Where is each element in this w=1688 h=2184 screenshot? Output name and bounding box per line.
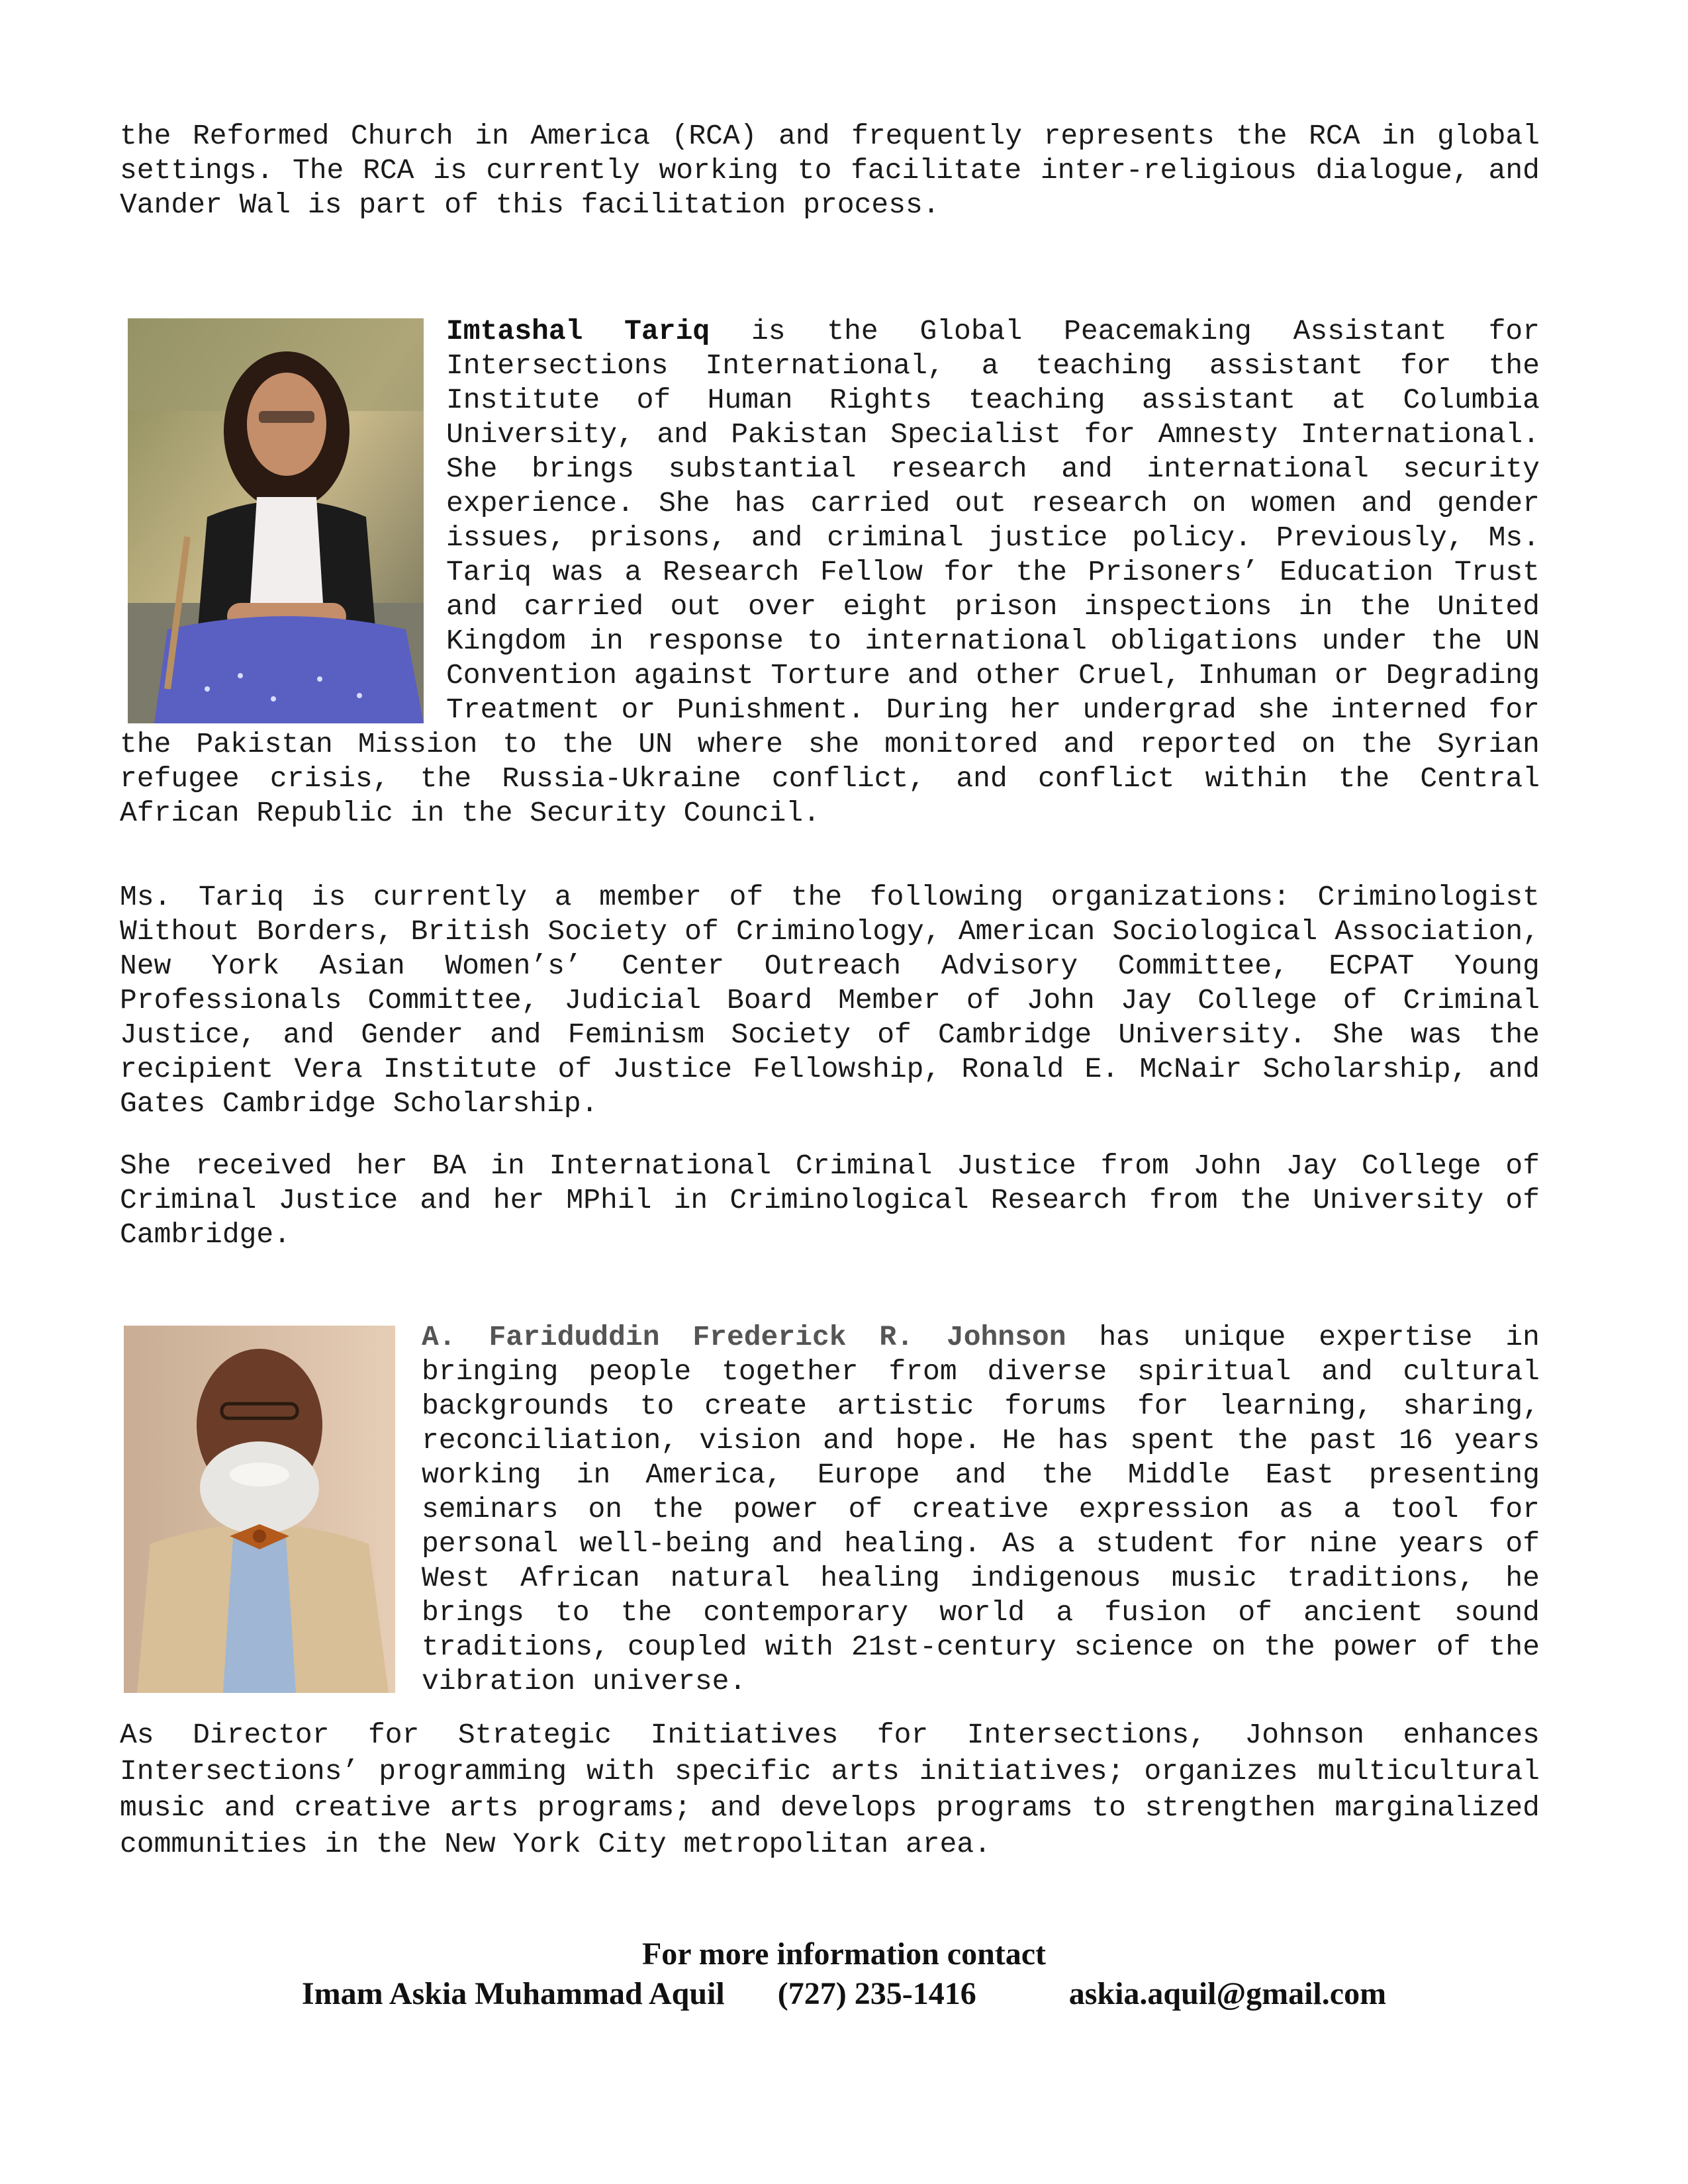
johnson-photo (124, 1326, 395, 1693)
contact-phone[interactable]: (727) 235-1416 (777, 1976, 976, 2011)
tariq-bio-text: is the Global Peacemaking Assistant for Intersections International, a teaching assistant for the Institute of Human Rights teaching assistant at Columbia University, and Pakistan Specialist for Amnesty International. She brings substantial research and international security experience. She has carried out research on women and gender issues, prisons, and criminal justice policy. Previously, Ms. Tariq was a Research Fellow for the Prisoners’ Education Trust and carried out over eight prison inspections in the United Kingdom in response to international obligations under the UN Convention against Torture and other Cruel, Inhuman or Degrading Treatment or Punishment. During her undergrad she interned for the Pakistan Mission to the UN where she monitored and reported on the Syrian refugee crisis, the Russia-Ukraine conflict, and conflict within the Central African Republic in the Security Council. (120, 315, 1540, 829)
johnson-bio-section (120, 1320, 1540, 1699)
tariq-bio-section (120, 314, 1540, 831)
contact-email[interactable]: askia.aquil@gmail.com (1068, 1976, 1387, 2011)
tariq-photo (128, 318, 424, 723)
johnson-director: As Director for Strategic Initiatives for Intersections, Johnson enhances Intersections’ programming with specific arts initiatives; organizes multicultural music and creative arts programs; and develops programs to strengthen marginalized communities in the New York City metropolitan area. (120, 1719, 1540, 1860)
johnson-name: A. Fariduddin Frederick R. Johnson (422, 1321, 1066, 1353)
contact-name: Imam Askia Muhammad Aquil (301, 1976, 725, 2011)
intro-paragraph: the Reformed Church in America (RCA) and frequently represents the RCA in global settings. The RCA is currently working to facilitate inter-religious dialogue, and Vander Wal is part of this facilitation process. (120, 120, 1540, 221)
johnson-bio-text: has unique expertise in bringing people together from diverse spiritual and cultural backgrounds to create artistic forums for learning, sharing, reconciliation, vision and hope. He has spent the past 16 years working in America, Europe and the Middle East presenting seminars on the power of creative expression as a tool for personal well-being and healing. As a student for nine years of West African natural healing indigenous music traditions, he brings to the contemporary world a fusion of ancient sound traditions, coupled with 21st-century science on the power of the vibration universe. (422, 1321, 1540, 1698)
tariq-memberships: Ms. Tariq is currently a member of the following organizations: Criminologist Without Borders, British Society of Criminology, American Sociological Association, New York Asian Women’s’ Center Outreach Advisory Committee, ECPAT Young Professionals Committee, Judicial Board Member of John Jay College of Criminal Justice, and Gender and Feminism Society of Cambridge University. She was the recipient Vera Institute of Justice Fellowship, Ronald E. McNair Scholarship, and Gates Cambridge Scholarship. (120, 881, 1540, 1120)
contact-line (0, 1975, 1688, 2013)
tariq-name: Imtashal Tariq (446, 315, 710, 347)
tariq-education: She received her BA in International Criminal Justice from John Jay College of Criminal Justice and her MPhil in Criminological Research from the University of Cambridge. (120, 1150, 1540, 1251)
contact-heading: For more information contact (641, 1936, 1047, 1972)
